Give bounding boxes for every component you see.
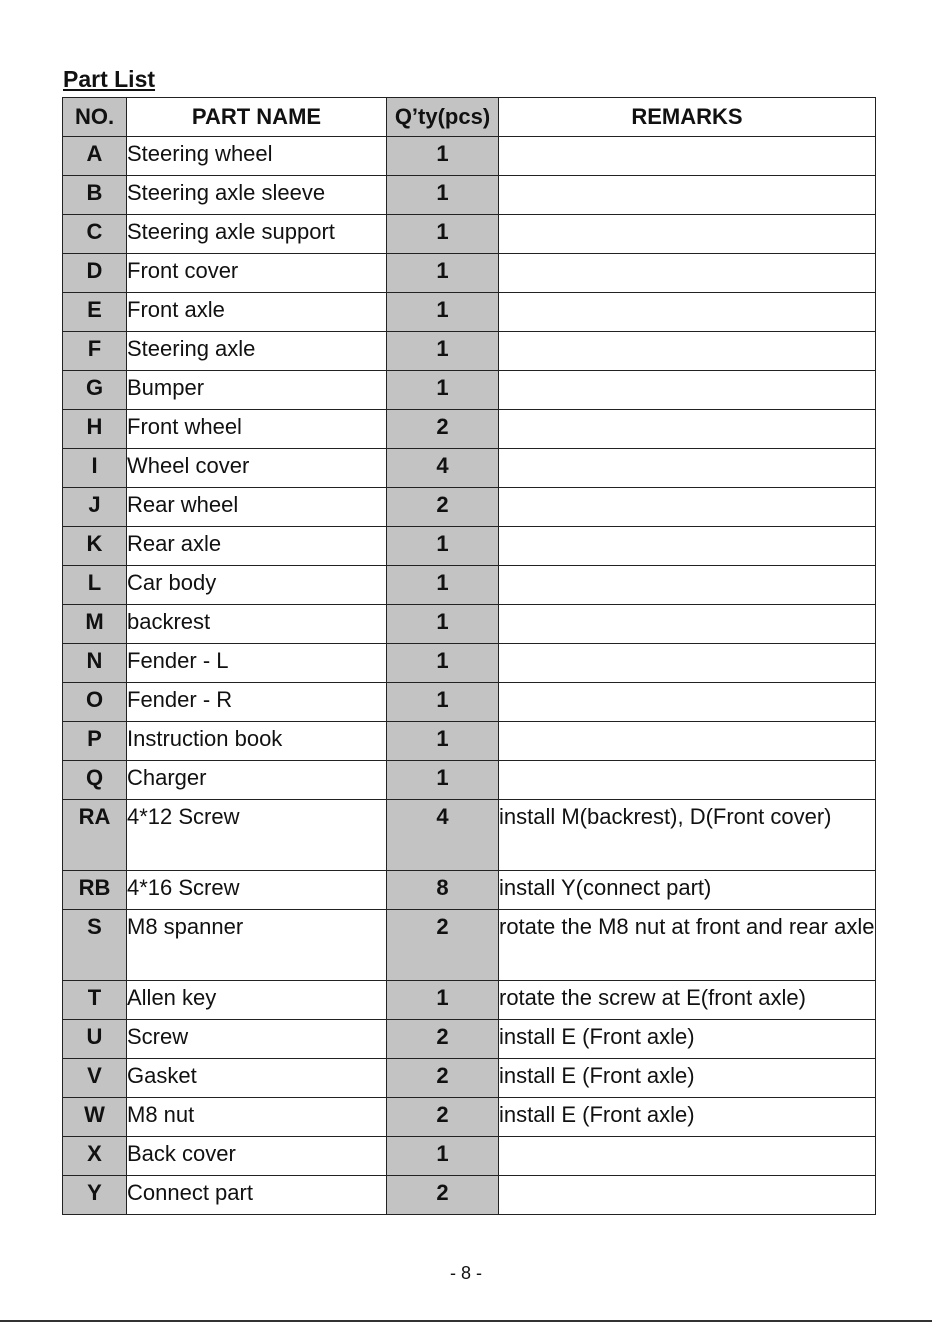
- part-quantity: 1: [387, 981, 499, 1020]
- part-name: Bumper: [127, 371, 387, 410]
- table-row: [63, 722, 876, 761]
- part-name: Steering axle sleeve: [127, 176, 387, 215]
- table-row: [63, 1059, 876, 1098]
- part-number: J: [63, 488, 127, 527]
- part-remark: [499, 527, 876, 566]
- table-row: [63, 137, 876, 176]
- table-row: [63, 1137, 876, 1176]
- part-name: Steering axle: [127, 332, 387, 371]
- part-number: E: [63, 293, 127, 332]
- part-remark: install E (Front axle): [499, 1020, 876, 1059]
- part-quantity: 1: [387, 527, 499, 566]
- table-row: [63, 761, 876, 800]
- part-number: I: [63, 449, 127, 488]
- part-remark: [499, 410, 876, 449]
- table-row: [63, 1098, 876, 1137]
- part-quantity: 1: [387, 254, 499, 293]
- part-quantity: 1: [387, 137, 499, 176]
- table-row: [63, 644, 876, 683]
- part-name: Fender - R: [127, 683, 387, 722]
- table-row: [63, 410, 876, 449]
- part-number: G: [63, 371, 127, 410]
- part-name: Steering axle support: [127, 215, 387, 254]
- table-row: [63, 800, 876, 871]
- part-remark: [499, 566, 876, 605]
- part-remark: rotate the screw at E(front axle): [499, 981, 876, 1020]
- part-quantity: 1: [387, 566, 499, 605]
- part-number: T: [63, 981, 127, 1020]
- part-quantity: 1: [387, 293, 499, 332]
- part-remark: [499, 605, 876, 644]
- header-quantity: Q’ty(pcs): [387, 98, 499, 137]
- table-row: [63, 293, 876, 332]
- part-name: M8 spanner: [127, 910, 387, 981]
- part-name: Connect part: [127, 1176, 387, 1215]
- part-name: Front wheel: [127, 410, 387, 449]
- part-name: Rear wheel: [127, 488, 387, 527]
- part-remark: install E (Front axle): [499, 1098, 876, 1137]
- part-name: Charger: [127, 761, 387, 800]
- table-row: [63, 332, 876, 371]
- part-number: D: [63, 254, 127, 293]
- part-quantity: 2: [387, 1020, 499, 1059]
- part-quantity: 1: [387, 683, 499, 722]
- part-number: F: [63, 332, 127, 371]
- page-title: Part List: [63, 66, 156, 92]
- table-row: [63, 488, 876, 527]
- part-quantity: 1: [387, 176, 499, 215]
- part-remark: [499, 1176, 876, 1215]
- part-quantity: 1: [387, 605, 499, 644]
- part-number: X: [63, 1137, 127, 1176]
- part-remark: [499, 449, 876, 488]
- part-quantity: 2: [387, 1059, 499, 1098]
- part-number: U: [63, 1020, 127, 1059]
- table-row: [63, 871, 876, 910]
- part-remark: rotate the M8 nut at front and rear axle: [499, 910, 876, 981]
- part-remark: [499, 254, 876, 293]
- header-part-name: PART NAME: [127, 98, 387, 137]
- part-quantity: 2: [387, 910, 499, 981]
- part-remark: [499, 293, 876, 332]
- table-header-row: [63, 98, 876, 137]
- part-remark: [499, 644, 876, 683]
- part-name: 4*12 Screw: [127, 800, 387, 871]
- table-row: [63, 566, 876, 605]
- part-number: K: [63, 527, 127, 566]
- part-remark: install M(backrest), D(Front cover): [499, 800, 876, 871]
- part-quantity: 1: [387, 371, 499, 410]
- part-name: Car body: [127, 566, 387, 605]
- part-number: S: [63, 910, 127, 981]
- part-number: N: [63, 644, 127, 683]
- part-remark: install Y(connect part): [499, 871, 876, 910]
- part-name: Rear axle: [127, 527, 387, 566]
- part-quantity: 8: [387, 871, 499, 910]
- part-name: Front cover: [127, 254, 387, 293]
- part-name: 4*16 Screw: [127, 871, 387, 910]
- part-name: backrest: [127, 605, 387, 644]
- part-name: Steering wheel: [127, 137, 387, 176]
- part-name: Front axle: [127, 293, 387, 332]
- part-remark: [499, 761, 876, 800]
- part-remark: [499, 488, 876, 527]
- part-quantity: 2: [387, 1098, 499, 1137]
- part-number: Q: [63, 761, 127, 800]
- table-row: [63, 176, 876, 215]
- part-remark: [499, 332, 876, 371]
- part-quantity: 2: [387, 1176, 499, 1215]
- part-number: Y: [63, 1176, 127, 1215]
- part-number: W: [63, 1098, 127, 1137]
- bottom-divider: [0, 1320, 932, 1322]
- table-row: [63, 981, 876, 1020]
- part-name: M8 nut: [127, 1098, 387, 1137]
- part-list-table: [62, 97, 876, 1215]
- part-quantity: 2: [387, 410, 499, 449]
- table-row: [63, 527, 876, 566]
- part-name: Back cover: [127, 1137, 387, 1176]
- part-quantity: 1: [387, 722, 499, 761]
- table-row: [63, 449, 876, 488]
- table-row: [63, 910, 876, 981]
- part-remark: [499, 137, 876, 176]
- part-quantity: 1: [387, 761, 499, 800]
- header-no: NO.: [63, 98, 127, 137]
- part-number: O: [63, 683, 127, 722]
- page-number: - 8 -: [449, 1263, 482, 1283]
- part-name: Screw: [127, 1020, 387, 1059]
- table-row: [63, 683, 876, 722]
- part-quantity: 4: [387, 800, 499, 871]
- table-row: [63, 215, 876, 254]
- part-quantity: 1: [387, 1137, 499, 1176]
- part-name: Instruction book: [127, 722, 387, 761]
- part-number: A: [63, 137, 127, 176]
- table-row: [63, 1020, 876, 1059]
- part-remark: [499, 215, 876, 254]
- table-row: [63, 1176, 876, 1215]
- table-row: [63, 371, 876, 410]
- part-name: Allen key: [127, 981, 387, 1020]
- part-remark: [499, 371, 876, 410]
- part-name: Wheel cover: [127, 449, 387, 488]
- part-number: C: [63, 215, 127, 254]
- part-remark: [499, 683, 876, 722]
- part-number: L: [63, 566, 127, 605]
- part-quantity: 1: [387, 332, 499, 371]
- part-quantity: 1: [387, 644, 499, 683]
- part-quantity: 4: [387, 449, 499, 488]
- part-number: H: [63, 410, 127, 449]
- part-name: Fender - L: [127, 644, 387, 683]
- part-quantity: 1: [387, 215, 499, 254]
- header-remarks: REMARKS: [499, 98, 876, 137]
- table-body: [63, 137, 876, 1215]
- part-number: RB: [63, 871, 127, 910]
- part-number: M: [63, 605, 127, 644]
- part-remark: [499, 1137, 876, 1176]
- part-quantity: 2: [387, 488, 499, 527]
- part-remark: [499, 176, 876, 215]
- part-remark: [499, 722, 876, 761]
- table-row: [63, 605, 876, 644]
- table-row: [63, 254, 876, 293]
- part-number: P: [63, 722, 127, 761]
- part-name: Gasket: [127, 1059, 387, 1098]
- part-number: RA: [63, 800, 127, 871]
- part-number: V: [63, 1059, 127, 1098]
- part-number: B: [63, 176, 127, 215]
- part-remark: install E (Front axle): [499, 1059, 876, 1098]
